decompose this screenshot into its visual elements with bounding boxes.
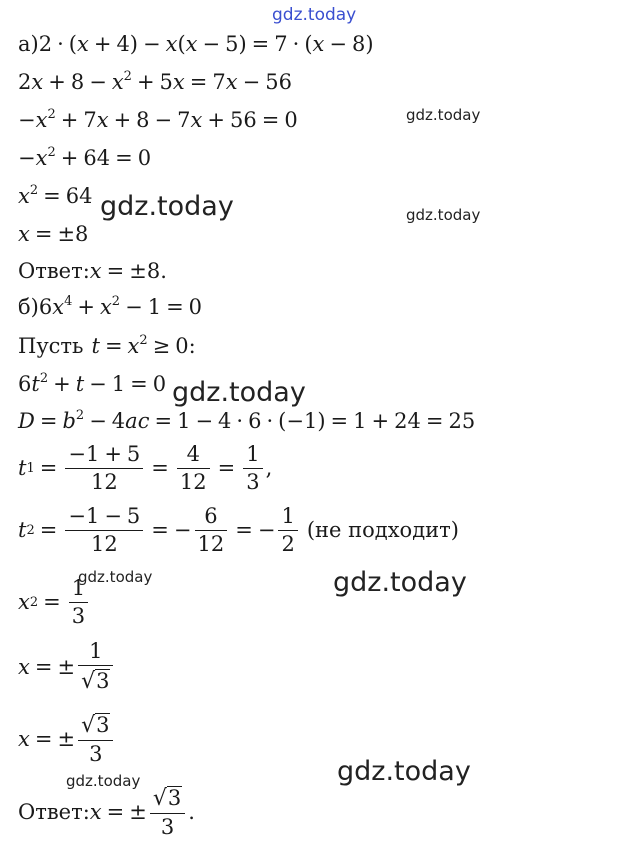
- watermark: gdz.today: [337, 756, 471, 787]
- watermark: gdz.today: [406, 206, 481, 224]
- equation-a-step-2: $-x^2 + 7x + 8 - 7x + 56 = 0$: [18, 107, 298, 132]
- equation-x-squared: x 2 = $\frac{1}{3}$: [18, 578, 91, 627]
- root-t1-line: t 1 = $\frac{-1 + 5}{12}$ = $\frac{4}{12}$ = $\frac{1}{3}$ ,: [18, 442, 273, 494]
- let-text: Пусть: [18, 334, 84, 358]
- watermark: gdz.today: [333, 567, 467, 598]
- equation-a-step-1: $2x + 8 - x^2 + 5x = 7x - 56$: [18, 69, 292, 94]
- watermark: gdz.today: [78, 568, 153, 586]
- answer-a: Ответ: x = ±8.: [18, 259, 167, 283]
- equation-x-root: x = ± 1 √ 3: [18, 641, 116, 693]
- equation-a-step-4: $x^2 = 64$: [18, 183, 93, 208]
- part-a-label: а): [18, 32, 39, 56]
- part-b-label: б): [18, 295, 39, 319]
- watermark: gdz.today: [406, 106, 481, 124]
- equation-x-rationalized: x = ± √ 3 3: [18, 713, 116, 765]
- equation-a-step-5: x = ±8: [18, 222, 89, 246]
- equation-a-statement: а) 2 · (x + 4) − x(x − 5) = 7 · (x − 8): [18, 32, 374, 56]
- equation-b-quadratic: $6t^2 + t - 1 = 0$: [18, 371, 167, 396]
- equation-a-step-3: $-x^2 + 64 = 0$: [18, 145, 152, 170]
- watermark: gdz.today: [66, 772, 141, 790]
- root-t2-line: t 2 = $\frac{-1 - 5}{12}$ = − $\frac{6}{12}$ = − $\frac{1}{2}$ (не подходит): [18, 504, 459, 556]
- watermark: gdz.today: [272, 5, 357, 25]
- answer-label: Ответ:: [18, 799, 90, 824]
- answer-label: Ответ:: [18, 259, 90, 283]
- substitution-line: Пусть $t = x^2 \ge 0$:: [18, 333, 196, 358]
- equation-b-statement: б) $6x^4 + x^2 - 1 = 0$: [18, 294, 203, 319]
- not-fit-note: (не подходит): [306, 518, 459, 542]
- watermark: gdz.today: [100, 191, 234, 222]
- watermark: gdz.today: [172, 377, 306, 408]
- answer-b: Ответ: x = ± √ 3 3 .: [18, 786, 195, 840]
- discriminant-line: $D = b^2 - 4ac = 1 - 4 \cdot 6 \cdot (-1) = 1 + 24 = 25$: [18, 408, 476, 433]
